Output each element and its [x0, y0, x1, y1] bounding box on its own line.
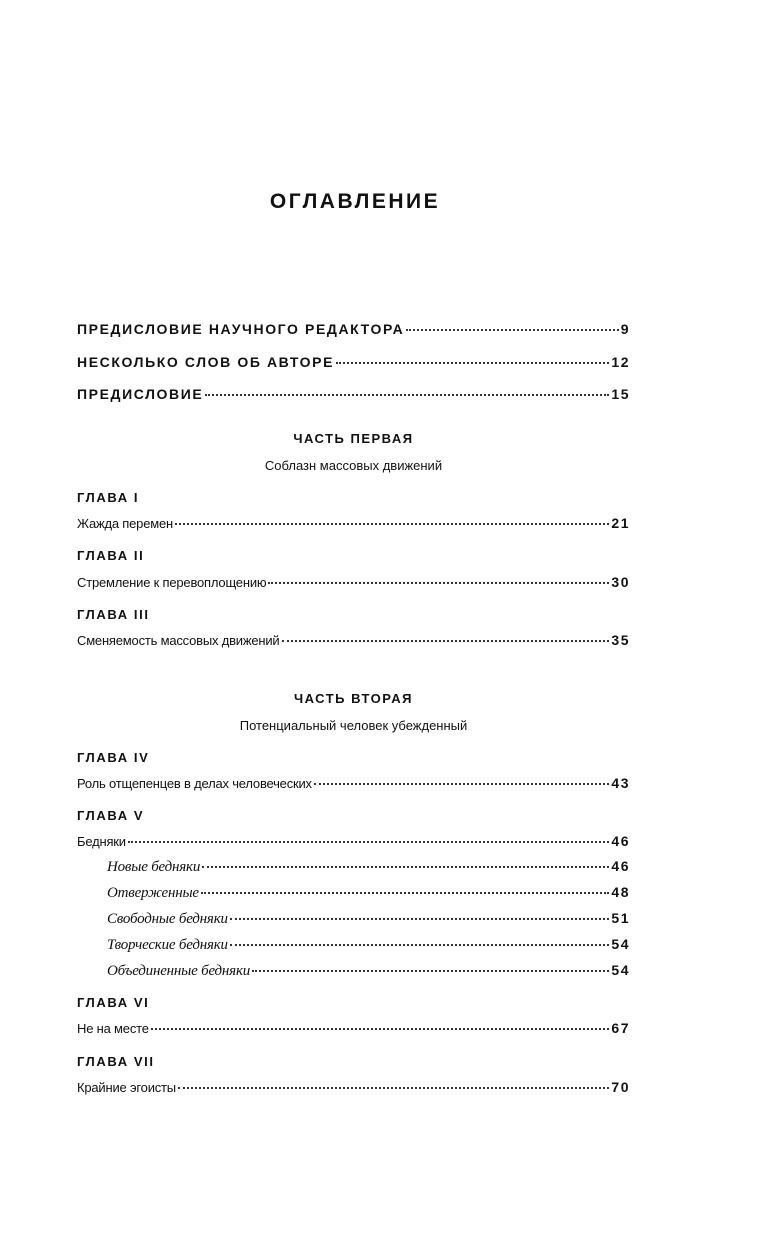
- dot-leader: [230, 918, 610, 920]
- part-subtitle: Потенциальный человек убежденный: [239, 718, 468, 733]
- toc-page-number: 46: [611, 833, 630, 849]
- toc-page-number: 54: [611, 962, 630, 978]
- dot-leader: [230, 944, 610, 946]
- toc-page-number: 15: [611, 386, 630, 402]
- toc-entry-label: ПРЕДИСЛОВИЕ: [77, 386, 204, 402]
- toc-subentry-label: Отверженные: [107, 885, 199, 901]
- toc-entry-editor-preface[interactable]: [77, 321, 630, 337]
- toc-subentry-label: Объединенные бедняки: [107, 963, 251, 979]
- chapter-label: ГЛАВА II: [77, 548, 145, 563]
- toc-entry[interactable]: [77, 632, 630, 648]
- part-heading: ЧАСТЬ ВТОРАЯ: [293, 691, 414, 706]
- toc-subentry[interactable]: [107, 858, 630, 876]
- toc-entry-label: ПРЕДИСЛОВИЕ НАУЧНОГО РЕДАКТОРА: [77, 321, 405, 337]
- dot-leader: [175, 523, 609, 525]
- toc-subentry-label: Новые бедняки: [107, 859, 201, 875]
- toc-subentry[interactable]: [107, 910, 630, 928]
- dot-leader: [282, 640, 610, 642]
- chapter-label: ГЛАВА IV: [77, 750, 150, 765]
- toc-entry-label: НЕСКОЛЬКО СЛОВ ОБ АВТОРЕ: [77, 354, 335, 370]
- chapter-label: ГЛАВА I: [77, 490, 140, 505]
- dot-leader: [314, 783, 610, 785]
- toc-page-number: 46: [611, 858, 630, 874]
- toc-subentry[interactable]: [107, 936, 630, 954]
- toc-entry-preface[interactable]: [77, 386, 630, 402]
- toc-page-number: 54: [611, 936, 630, 952]
- toc-entry[interactable]: [77, 775, 630, 791]
- toc-entry[interactable]: [77, 833, 630, 849]
- toc-entry[interactable]: [77, 515, 630, 531]
- part-subtitle: Соблазн массовых движений: [264, 458, 443, 473]
- dot-leader: [205, 394, 609, 396]
- toc-page-number: 35: [611, 632, 630, 648]
- table-of-contents: [77, 0, 630, 1240]
- dot-leader: [151, 1028, 610, 1030]
- toc-entry-label: Крайние эгоисты: [77, 1080, 176, 1095]
- toc-subentry-label: Свободные бедняки: [107, 911, 228, 927]
- part-heading: ЧАСТЬ ПЕРВАЯ: [293, 431, 414, 446]
- toc-page-number: 70: [611, 1079, 630, 1095]
- toc-entry[interactable]: [77, 1079, 630, 1095]
- toc-page-number: 21: [611, 515, 630, 531]
- toc-entry-label: Роль отщепенцев в делах человеческих: [77, 776, 312, 791]
- dot-leader: [268, 582, 609, 584]
- toc-page-number: 48: [611, 884, 630, 900]
- dot-leader: [406, 329, 618, 331]
- toc-subentry[interactable]: [107, 962, 630, 980]
- toc-page-number: 12: [611, 354, 630, 370]
- dot-leader: [178, 1087, 609, 1089]
- toc-subentry-label: Творческие бедняки: [107, 937, 228, 953]
- toc-page-number: 43: [611, 775, 630, 791]
- toc-entry-label: Не на месте: [77, 1021, 149, 1036]
- dot-leader: [201, 892, 610, 894]
- toc-page-number: 30: [611, 574, 630, 590]
- chapter-label: ГЛАВА V: [77, 808, 145, 823]
- dot-leader: [202, 866, 609, 868]
- page-title: ОГЛАВЛЕНИЕ: [269, 190, 441, 213]
- toc-page-number: 51: [611, 910, 630, 926]
- toc-page-number: 67: [611, 1020, 630, 1036]
- toc-entry-about-author[interactable]: [77, 354, 630, 370]
- chapter-label: ГЛАВА VII: [77, 1054, 155, 1069]
- chapter-label: ГЛАВА III: [77, 607, 150, 622]
- toc-entry-label: Жажда перемен: [77, 516, 173, 531]
- dot-leader: [252, 970, 609, 972]
- toc-entry-label: Сменяемость массовых движений: [77, 633, 280, 648]
- toc-entry-label: Бедняки: [77, 834, 126, 849]
- dot-leader: [128, 841, 610, 843]
- toc-subentry[interactable]: [107, 884, 630, 902]
- toc-entry[interactable]: [77, 1020, 630, 1036]
- toc-entry-label: Стремление к перевоплощению: [77, 575, 267, 590]
- toc-page-number: 9: [620, 321, 630, 337]
- chapter-label: ГЛАВА VI: [77, 995, 150, 1010]
- dot-leader: [336, 362, 609, 364]
- toc-entry[interactable]: [77, 574, 630, 590]
